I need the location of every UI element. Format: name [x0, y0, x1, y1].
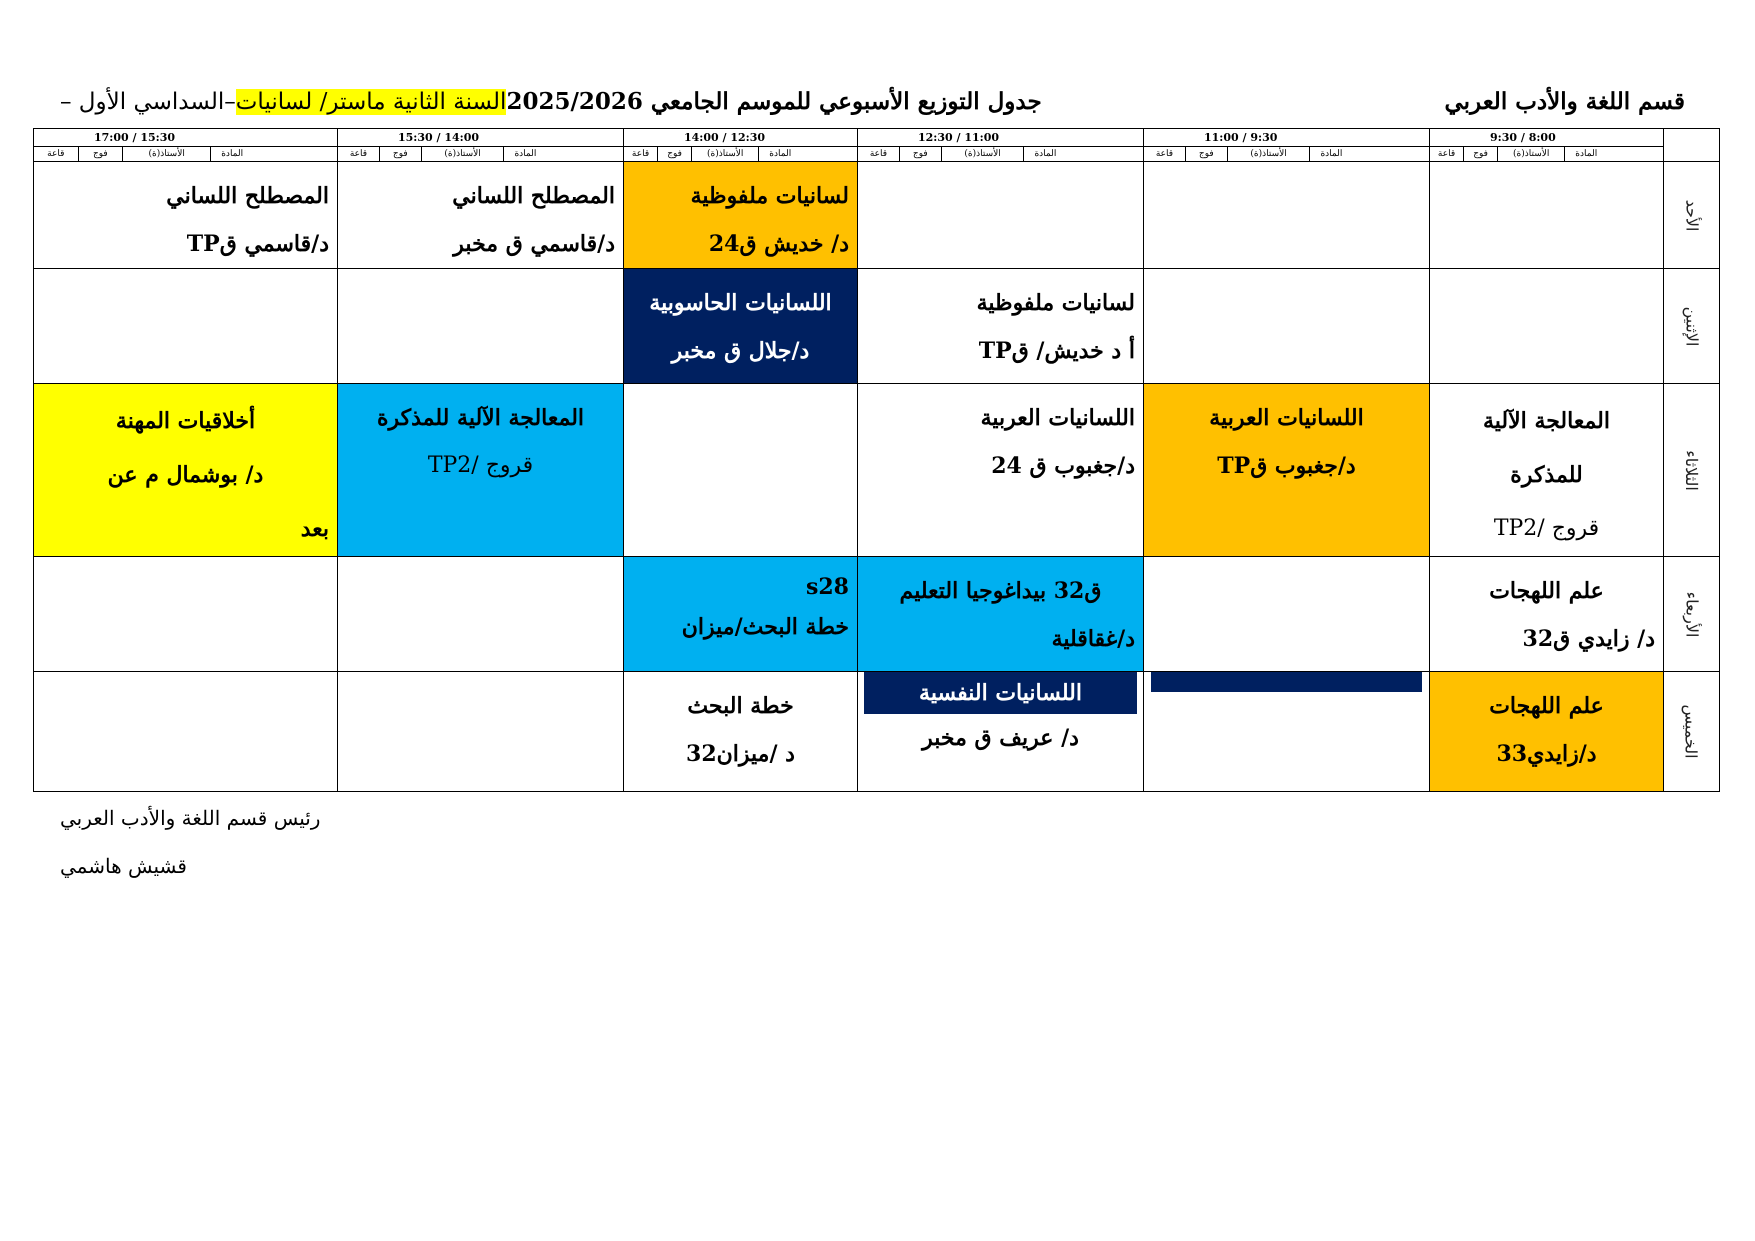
course-teacher: د/جغبوب ق 24: [991, 453, 1135, 479]
cell-wed-6: [34, 557, 338, 672]
cell-mon-4: [624, 269, 858, 384]
cell-wed-3: [858, 557, 1144, 672]
subheader-teacher: الأستاذ(ة): [1227, 147, 1310, 161]
time-slot-5: 14:00 / 15:30: [338, 129, 624, 147]
course-teacher: قروج /TP2: [1493, 516, 1600, 541]
cell-mon-6: [34, 269, 338, 384]
time-slot-2: 9:30 / 11:00: [1144, 129, 1430, 147]
cell-tue-5: [338, 384, 624, 557]
subheader-slot-2: [1144, 147, 1430, 162]
course-name: أخلاقيات المهنة: [115, 408, 256, 434]
subheader-slot-5: [338, 147, 624, 162]
cell-tue-2: [1144, 384, 1430, 557]
course-teacher: قروج /TP2: [427, 453, 534, 478]
course-teacher: أ د خديش/ قTP: [978, 338, 1135, 364]
time-slot-3: 11:00 / 12:30: [858, 129, 1144, 147]
course-name: المعالجة الآلية: [1482, 408, 1610, 434]
course-name: اللسانيات العربية: [980, 405, 1135, 431]
time-slot-1: 8:00 / 9:30: [1430, 129, 1664, 147]
row-monday: [34, 269, 1720, 384]
course-teacher: د /ميزان32: [686, 741, 795, 767]
footer-role: رئيس قسم اللغة والأدب العربي: [60, 806, 321, 830]
cell-sun-2: [1144, 162, 1430, 269]
course-name: المصطلح اللساني: [166, 183, 329, 209]
subheader-group: فوج: [1464, 147, 1498, 161]
subheader-group: فوج: [899, 147, 941, 161]
day-label: الثلاثاء: [1681, 449, 1701, 491]
cell-tue-1: [1430, 384, 1664, 557]
cell-thu-1: [1430, 672, 1664, 792]
cell-sun-5: [338, 162, 624, 269]
day-label: الأحد: [1681, 199, 1701, 231]
subheader-slot-3: [858, 147, 1144, 162]
subheader-room: قاعة: [1437, 149, 1456, 159]
cell-thu-5: [338, 672, 624, 792]
subheader-slot-1: [1430, 147, 1664, 162]
footer-signature-name: قشيش هاشمي: [60, 854, 187, 878]
course-name: المصطلح اللساني: [452, 183, 615, 209]
subheader-slot-4: [624, 147, 858, 162]
course-teacher: د/جغبوب قTP: [1217, 453, 1356, 479]
course-mode: بعد: [300, 516, 329, 542]
course-teacher: د/قاسمي ق مخبر: [453, 231, 615, 257]
course-teacher: د/زايدي33: [1496, 741, 1597, 767]
subheader-row: [34, 147, 1720, 162]
subheader-group: فوج: [379, 147, 421, 161]
course-name: خطة البحث/ميزان: [681, 614, 849, 640]
cell-sun-3: [858, 162, 1144, 269]
subheader-room: قاعة: [631, 149, 650, 159]
cell-wed-1: [1430, 557, 1664, 672]
course-name: ق32 بيداغوجيا التعليم: [899, 578, 1102, 604]
course-teacher: د/جلال ق مخبر: [671, 338, 810, 364]
subheader-room: قاعة: [47, 149, 65, 159]
title-text: جدول التوزيع الأسبوعي للموسم الجامعي 2025/2026: [506, 88, 1042, 115]
cell-wed-4: [624, 557, 858, 672]
semester-label: –السداسي الأول –: [60, 89, 236, 115]
title-highlight: السنة الثانية ماستر/ لسانيات: [235, 89, 507, 115]
course-teacher: د/ خديش ق24: [708, 231, 849, 257]
cell-mon-2: [1144, 269, 1430, 384]
course-name: خطة البحث: [687, 693, 794, 719]
subheader-teacher: الأستاذ(ة): [941, 147, 1024, 161]
course-teacher: د/قاسمي قTP: [186, 231, 329, 257]
subheader-teacher: الأستاذ(ة): [123, 147, 211, 161]
subheader-room: قاعة: [1155, 149, 1174, 159]
course-teacher: د/ عريف ق مخبر: [922, 725, 1079, 751]
day-label: الإثنين: [1681, 306, 1701, 346]
cell-wed-2: [1144, 557, 1430, 672]
day-sunday: [1664, 162, 1720, 269]
course-name: علم اللهجات: [1489, 578, 1604, 604]
schedule-table: [33, 128, 1720, 792]
cell-tue-4: [624, 384, 858, 557]
day-label: الخميس: [1682, 704, 1701, 759]
row-thursday: [34, 672, 1720, 792]
cell-wed-5: [338, 557, 624, 672]
day-label: الأربعاء: [1682, 591, 1701, 637]
subheader-group: فوج: [78, 147, 123, 161]
colored-bar: [1151, 672, 1422, 692]
time-row: [34, 129, 1720, 147]
course-room: s28: [805, 574, 849, 600]
cell-mon-1: [1430, 269, 1664, 384]
row-wednesday: [34, 557, 1720, 672]
subheader-teacher: الأستاذ(ة): [421, 147, 504, 161]
course-teacher: د/ بوشمال م عن: [107, 462, 264, 488]
time-slot-6: 15:30 / 17:00: [34, 129, 338, 147]
subheader-subject: المادة: [759, 147, 857, 161]
subheader-room: قاعة: [869, 149, 888, 159]
day-wednesday: [1664, 557, 1720, 672]
cell-sun-4: [624, 162, 858, 269]
corner-cell: [1664, 129, 1720, 162]
cell-sun-6: [34, 162, 338, 269]
course-name: لسانيات ملفوظية: [976, 290, 1135, 316]
subheader-subject: المادة: [1565, 147, 1663, 161]
subheader-slot-6: [34, 147, 338, 162]
course-name: علم اللهجات: [1489, 693, 1604, 719]
course-name: اللسانيات العربية: [1209, 405, 1364, 431]
cell-thu-2: [1144, 672, 1430, 792]
cell-tue-3: [858, 384, 1144, 557]
subheader-subject: المادة: [1310, 147, 1429, 161]
course-name: لسانيات ملفوظية: [690, 183, 849, 209]
row-sunday: [34, 162, 1720, 269]
cell-tue-6: [34, 384, 338, 557]
department-title: قسم اللغة والأدب العربي: [1444, 88, 1685, 115]
cell-mon-3: [858, 269, 1144, 384]
subheader-subject: المادة: [1024, 147, 1143, 161]
day-thursday: [1664, 672, 1720, 792]
schedule-title: [60, 88, 1042, 115]
day-tuesday: [1664, 384, 1720, 557]
course-name-cont: للمذكرة: [1510, 462, 1583, 488]
subheader-teacher: الأستاذ(ة): [1498, 147, 1565, 161]
course-name: اللسانيات النفسية: [864, 672, 1137, 714]
time-slot-4: 12:30 / 14:00: [624, 129, 858, 147]
cell-mon-5: [338, 269, 624, 384]
subheader-group: فوج: [1185, 147, 1227, 161]
cell-thu-3: [858, 672, 1144, 792]
day-monday: [1664, 269, 1720, 384]
cell-thu-6: [34, 672, 338, 792]
course-teacher: د/ زايدي ق32: [1522, 626, 1655, 652]
course-name: اللسانيات الحاسوبية: [649, 290, 832, 316]
subheader-room: قاعة: [349, 149, 368, 159]
course-teacher: د/غقاقلية: [1051, 626, 1135, 652]
subheader-group: فوج: [658, 147, 692, 161]
subheader-subject: المادة: [504, 147, 623, 161]
cell-sun-1: [1430, 162, 1664, 269]
course-name: المعالجة الآلية للمذكرة: [376, 405, 585, 431]
subheader-teacher: الأستاذ(ة): [692, 147, 759, 161]
row-tuesday: [34, 384, 1720, 557]
subheader-subject: المادة: [211, 147, 337, 161]
cell-thu-4: [624, 672, 858, 792]
